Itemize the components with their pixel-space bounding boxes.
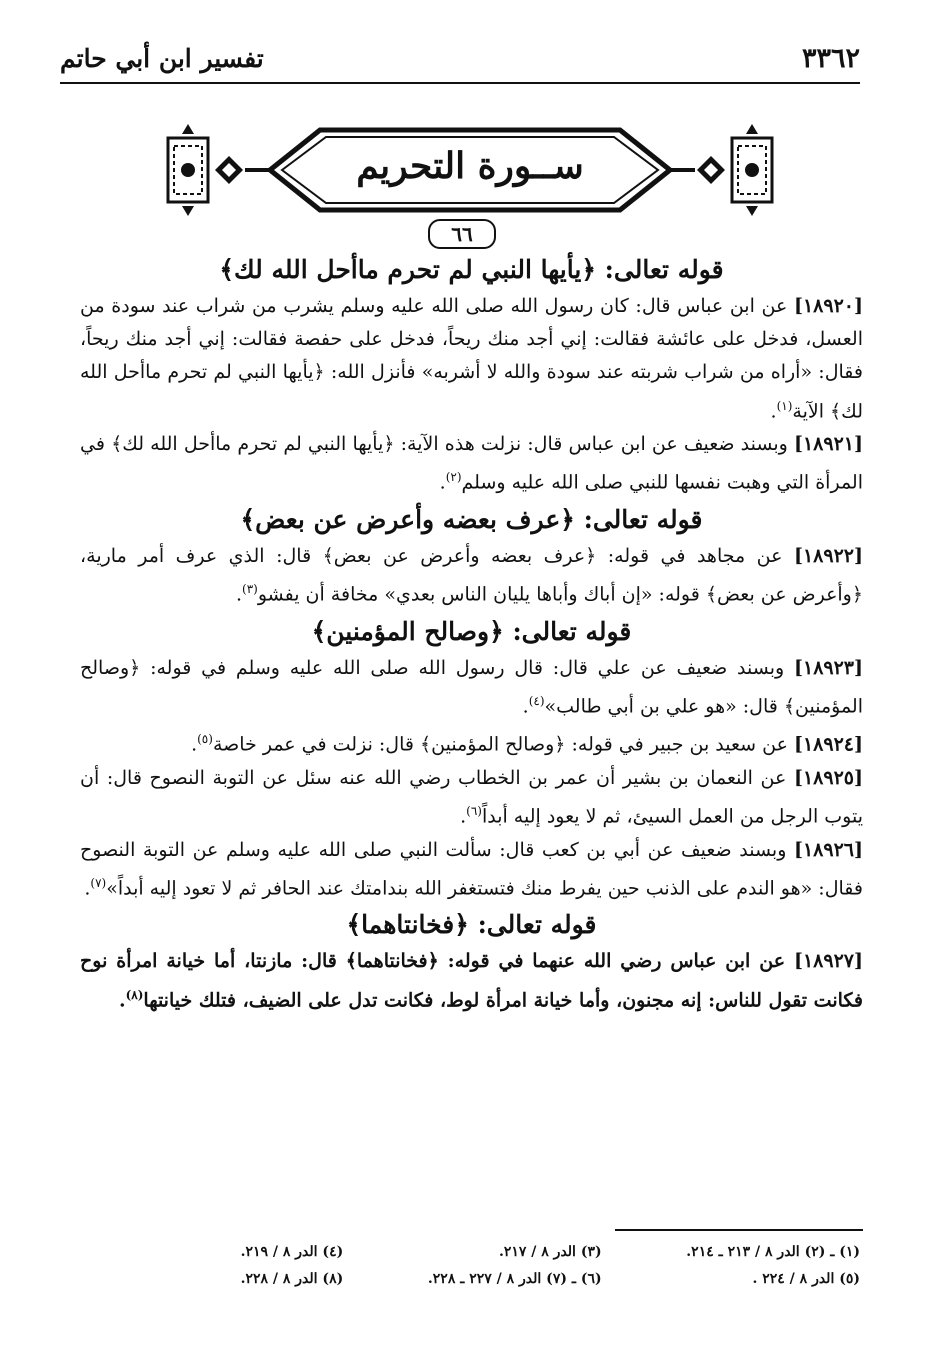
entry-end: . — [191, 733, 198, 756]
surah-title: ســورة التحريم — [356, 145, 584, 187]
header-rule — [60, 82, 860, 84]
entry-number: [١٨٩٢٠] — [793, 295, 863, 317]
footnote-ref: (٦) — [466, 804, 482, 819]
entry-text: عن مجاهد في قوله: ﴿عرف بعضه وأعرض عن بعض﴾ قال: الذي عرف أمر مارية، ﴿وأعرض عن بعض﴾ قوله: «إن أباك وأباها يليان الناس بعدي» مخافة أن يفشو — [80, 544, 863, 606]
surah-number: ٦٦ — [428, 219, 496, 249]
footnote: (١) ـ (٢) الدر ٨ / ٢١٣ ـ ٢١٤. — [686, 1243, 860, 1260]
footnote: (٥) الدر ٨ / ٢٢٤ . — [752, 1270, 860, 1287]
footnote: (٨) الدر ٨ / ٢٢٨. — [240, 1270, 344, 1287]
footnote: (٤) الدر ٨ / ٢١٩. — [240, 1243, 344, 1260]
entry-end: . — [770, 399, 777, 422]
entry-paragraph — [80, 762, 863, 834]
entry-end: . — [439, 471, 446, 494]
section-heading: قوله تعالى: ﴿عرف بعضه وأعرض عن بعض﴾ — [240, 504, 703, 534]
section-heading: قوله تعالى: ﴿يأيها النبي لم تحرم ماأحل الله لك﴾ — [219, 255, 724, 284]
entry-number: [١٨٩٢٧] — [793, 950, 863, 973]
entry-paragraph — [80, 540, 863, 612]
running-header — [60, 38, 860, 78]
section-heading: قوله تعالى: ﴿وصالح المؤمنين﴾ — [311, 616, 632, 646]
footnote-ref: (٧) — [90, 875, 107, 890]
entry-end: . — [84, 877, 91, 900]
footnote-ref: (٥) — [197, 732, 213, 747]
footnote-ref: (٣) — [242, 582, 258, 597]
footnote-ref: (٨) — [125, 987, 144, 1002]
footnote-ref: (١) — [776, 398, 793, 413]
entry-end: . — [522, 695, 529, 718]
footnote-ref: (٢) — [445, 470, 462, 485]
entry-paragraph — [80, 723, 863, 762]
main-text — [80, 250, 863, 1017]
entry-text: عن ابن عباس رضي الله عنهما في قوله: ﴿فخانتاهما﴾ قال: مازنتا، أما خيانة امرأة نوح فكانت تقول للناس: إنه مجنون، وأما خيانة امرأة لوط، فكانت تدل على الضيف، فتلك خيانتها — [80, 950, 863, 1011]
footnote-row — [100, 1265, 860, 1292]
entry-text: عن ابن عباس قال: كان رسول الله صلى الله عليه وسلم يشرب من شراب عند سودة من العسل، فدخل على عائشة فقالت: إني أجد منك ريحاً، فدخل على حفصة فقالت: إني أجد منك ريحاً، فقال: «أراه من شراب شربته عند سودة والله لا أشربه» فأنزل الله: ﴿يأيها النبي لم تحرم ماأحل الله لك﴾ الآية — [80, 295, 863, 422]
entry-end: . — [235, 583, 242, 606]
entry-text: عن النعمان بن بشير أن عمر بن الخطاب رضي الله عنه سئل عن التوبة النصوح قال: أن يتوب الرجل من العمل السيئ، ثم لا يعود إليه أبداً — [80, 766, 863, 828]
entry-number: [١٨٩٢١] — [793, 433, 863, 456]
footnote-rule — [615, 1229, 863, 1231]
entry-number: [١٨٩٢٥] — [793, 766, 863, 789]
entry-paragraph — [80, 652, 863, 724]
entry-number: [١٨٩٢٦] — [793, 838, 863, 861]
entry-text: وبسند ضعيف عن أبي بن كعب قال: سألت النبي صلى الله عليه وسلم عن التوبة النصوح فقال: «هو الندم على الذنب حين يفرط منك فتستغفر الله بندامتك عند الحافر ثم لا تعود إليه أبداً» — [80, 838, 863, 900]
entry-paragraph — [80, 834, 863, 906]
entry-paragraph — [80, 290, 863, 428]
footnote-row — [100, 1238, 860, 1265]
entry-number: [١٨٩٢٤] — [793, 733, 863, 756]
entry-end: . — [460, 805, 467, 828]
book-title: تفسير ابن أبي حاتم — [60, 43, 264, 73]
entry-end: . — [118, 988, 126, 1011]
entry-text: وبسند ضعيف عن ابن عباس قال: نزلت هذه الآية: ﴿يأيها النبي لم تحرم ماأحل الله لك﴾ في المرأة التي وهبت نفسها للنبي صلى الله عليه وسلم — [80, 433, 863, 494]
surah-banner — [160, 118, 780, 223]
entry-number: [١٨٩٢٣] — [793, 656, 864, 679]
footnotes — [100, 1238, 860, 1292]
entry-paragraph — [80, 428, 863, 500]
entry-text: وبسند ضعيف عن علي قال: قال رسول الله صلى الله عليه وسلم في قوله: ﴿وصالح المؤمنين﴾ قال: «هو علي بن أبي طالب» — [80, 656, 863, 718]
section-heading: قوله تعالى: ﴿فخانتاهما﴾ — [346, 910, 597, 940]
footnote: (٦) ـ (٧) الدر ٨ / ٢٢٧ ـ ٢٢٨. — [427, 1270, 602, 1287]
footnote: (٣) الدر ٨ / ٢١٧. — [498, 1243, 602, 1260]
entry-number: [١٨٩٢٢] — [793, 544, 863, 567]
entry-paragraph — [80, 945, 863, 1017]
page-number: ٣٣٦٢ — [801, 42, 860, 74]
entry-text: عن سعيد بن جبير في قوله: ﴿وصالح المؤمنين﴾ قال: نزلت في عمر خاصة — [212, 733, 788, 756]
footnote-ref: (٤) — [528, 693, 545, 708]
